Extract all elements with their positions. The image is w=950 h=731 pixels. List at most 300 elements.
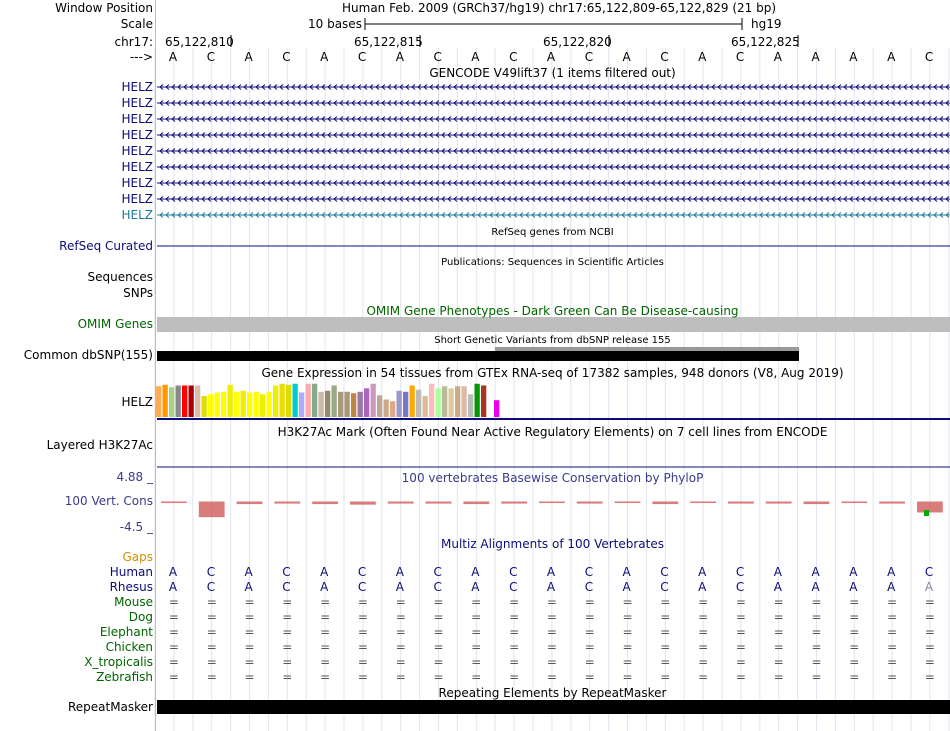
alignment-base: = [433,610,444,624]
position-tick-label: 65,122,825 [731,35,800,49]
gtex-tissue-bar [442,386,447,417]
alignment-base: = [357,610,368,624]
omim-track-title[interactable]: OMIM Gene Phenotypes - Dark Green Can Be Disease-causing [366,304,739,318]
position-tick-label: 65,122,820 [543,35,612,49]
alignment-base: = [244,595,255,609]
base-letter: A [168,50,178,64]
scale-bar-label: 10 bases [308,17,362,31]
alignment-base: = [849,640,860,654]
gtex-tissue-bar [176,386,181,418]
alignment-base: C [433,565,442,579]
dbsnp-track-title[interactable]: Short Genetic Variants from dbSNP release 155 [434,335,671,346]
alignment-base: = [811,640,822,654]
refseq-track-title[interactable]: RefSeq genes from NCBI [491,227,614,238]
base-letter: C [660,50,669,64]
window-position-label: Window Position [55,1,153,15]
alignment-base: = [282,670,293,684]
alignment-base: = [357,655,368,669]
alignment-base: C [584,565,594,579]
gtex-tissue-bar [319,392,324,417]
alignment-base: = [433,625,444,639]
base-letter: A [395,50,404,64]
alignment-base: A [320,580,329,594]
phylop-score-bar [841,501,867,503]
gtex-tissue-bar [325,391,330,417]
species-label[interactable]: Zebrafish [96,670,153,684]
alignment-base: = [887,610,898,624]
phylop-score-bar [426,501,452,503]
gtex-tissue-bar [488,400,493,418]
alignment-base: = [811,670,822,684]
gtex-tissue-bar [299,393,304,418]
alignment-base: = [320,655,331,669]
alignment-base: = [546,595,557,609]
alignment-base: C [735,565,745,579]
alignment-base: A [924,580,934,594]
alignment-base: A [320,565,329,579]
omim-bar [157,317,950,332]
alignment-base: = [471,595,482,609]
alignment-base: = [206,670,217,684]
scale-label: Scale [120,17,153,31]
h3k27ac-label[interactable]: Layered H3K27Ac [46,438,153,452]
alignment-base: = [395,595,406,609]
window-position-value: Human Feb. 2009 (GRCh37/hg19) chr17:65,122,809-65,122,829 (21 bp) [342,1,777,15]
phylop-score-bar [539,501,565,503]
alignment-base: = [206,595,217,609]
alignment-base: A [887,565,896,579]
dbsnp-bar [157,351,799,361]
omim-label[interactable]: OMIM Genes [77,317,153,331]
gtex-tissue-bar [429,384,434,417]
base-letter: C [282,50,291,64]
species-label[interactable]: Mouse [114,595,153,609]
alignment-base: A [244,565,253,579]
publications-label-snps[interactable]: SNPs [123,286,153,300]
gtex-tissue-bar [221,392,226,417]
alignment-base: C [924,565,934,579]
base-letter: C [735,50,745,64]
alignment-base: A [471,565,480,579]
alignment-base: = [509,640,520,654]
gtex-tissue-bar [312,384,317,417]
alignment-base: = [282,595,293,609]
alignment-base: = [622,655,633,669]
alignment-base: = [773,670,784,684]
base-letter: A [244,50,253,64]
gencode-gene-label[interactable]: HELZ [121,160,153,174]
alignment-base: = [584,670,595,684]
alignment-base: A [698,580,707,594]
alignment-base: = [168,640,179,654]
alignment-base: = [660,640,671,654]
h3k27ac-track-title[interactable]: H3K27Ac Mark (Often Found Near Active Regulatory Elements) on 7 cell lines from ENCODE [277,425,828,439]
alignment-base: = [320,610,331,624]
species-label[interactable]: Dog [128,610,153,624]
base-letter: C [924,50,934,64]
alignment-base: = [698,625,709,639]
alignment-base: A [622,580,631,594]
alignment-base: = [244,670,255,684]
species-label[interactable]: Elephant [99,625,153,639]
publications-track-title[interactable]: Publications: Sequences in Scientific Articles [441,257,664,268]
gtex-tissue-bar [449,388,454,417]
dbsnp-label[interactable]: Common dbSNP(155) [23,348,153,362]
phylop-score-bar [652,501,678,504]
alignment-base: = [244,655,255,669]
alignment-base: = [773,610,784,624]
phylop-score-bar [917,501,943,512]
alignment-base: = [244,640,255,654]
alignment-base: = [168,610,179,624]
alignment-base: = [660,670,671,684]
alignment-base: = [509,610,520,624]
alignment-base: = [206,640,217,654]
alignment-base: = [206,655,217,669]
alignment-base: = [811,625,822,639]
alignment-base: = [357,625,368,639]
alignment-base: = [357,595,368,609]
alignment-base: = [395,610,406,624]
gtex-tissue-bar [462,386,467,417]
gtex-gene-label[interactable]: HELZ [121,395,153,409]
alignment-base: C [357,580,367,594]
alignment-base: C [433,580,442,594]
phylop-score-bar [879,501,905,503]
alignment-base: C [282,565,291,579]
alignment-base: = [887,640,898,654]
alignment-base: = [433,655,444,669]
base-letter: C [357,50,367,64]
alignment-base: = [735,610,746,624]
multiz-track-title[interactable]: Multiz Alignments of 100 Vertebrates [440,537,665,551]
alignment-base: = [698,670,709,684]
alignment-base: A [811,565,820,579]
alignment-base: = [357,640,368,654]
alignment-base: = [320,595,331,609]
gencode-gene-label[interactable]: HELZ [121,192,153,206]
alignment-base: = [735,595,746,609]
alignment-base: = [698,655,709,669]
gtex-tissue-bar [215,393,220,418]
alignment-base: = [698,640,709,654]
gtex-tissue-bar [260,394,265,417]
phylop-min-label: -4.5 _ [119,520,153,534]
phylop-score-bar [501,501,527,503]
alignment-base: = [811,610,822,624]
gtex-tissue-bar [234,392,239,417]
alignment-base: = [773,625,784,639]
gtex-tissue-bar [397,391,402,417]
phylop-max-label: 4.88 _ [116,470,153,484]
gtex-tissue-bar [475,384,480,417]
species-label[interactable]: Rhesus [109,580,153,594]
phylop-score-bar [690,501,716,503]
alignment-base: = [168,670,179,684]
gencode-gene-label[interactable]: HELZ [121,80,153,94]
repeatmasker-label[interactable]: RepeatMasker [67,700,153,714]
alignment-base: A [546,565,556,579]
alignment-base: = [282,625,293,639]
phylop-score-bar [463,501,489,504]
alignment-base: = [320,640,331,654]
alignment-base: A [395,565,404,579]
gtex-tissue-bar [202,396,207,417]
phylop-label[interactable]: 100 Vert. Cons [64,494,153,508]
alignment-base: = [660,595,671,609]
gtex-tissue-bar [338,392,343,417]
alignment-base: = [244,610,255,624]
gtex-tissue-bar [247,393,252,418]
gtex-tissue-bar [390,401,395,417]
gtex-tissue-bar [501,396,506,417]
alignment-base: = [773,640,784,654]
base-letter: A [849,50,858,64]
alignment-base: A [849,580,858,594]
base-letter: A [471,50,480,64]
gtex-tissue-bar [494,400,499,417]
gtex-tissue-bar [293,384,298,417]
gtex-tissue-bar [403,392,408,417]
alignment-base: = [546,670,557,684]
gencode-gene-label[interactable]: HELZ [121,208,153,222]
gtex-tissue-bar [423,396,428,417]
alignment-base: A [546,580,556,594]
alignment-base: = [660,655,671,669]
gencode-gene-label[interactable]: HELZ [121,176,153,190]
alignment-base: = [395,640,406,654]
gtex-tissue-bar [455,386,460,417]
alignment-base: = [509,595,520,609]
alignment-base: = [433,595,444,609]
alignment-base: A [773,580,782,594]
alignment-base: = [887,595,898,609]
gtex-tissue-bar [377,395,382,417]
alignment-base: C [660,580,669,594]
publications-label-sequences[interactable]: Sequences [87,270,153,284]
alignment-base: = [433,640,444,654]
alignment-base: A [811,580,820,594]
phylop-score-bar [161,501,187,503]
alignment-base: A [244,580,253,594]
position-tick-label: 65,122,815 [354,35,423,49]
alignment-base: = [395,670,406,684]
base-letter: A [773,50,782,64]
alignment-base: = [660,610,671,624]
alignment-base: = [546,625,557,639]
alignment-base: = [395,655,406,669]
alignment-base: = [849,625,860,639]
scale-db-label: hg19 [751,17,782,31]
gtex-tissue-bar [345,392,350,417]
alignment-base: C [735,580,745,594]
gtex-tissue-bar [254,392,259,417]
alignment-base: = [168,595,179,609]
phylop-track-title[interactable]: 100 vertebrates Basewise Conservation by PhyloP [401,471,704,485]
gtex-tissue-bar [468,394,473,417]
gtex-tissue-bar [351,393,356,417]
alignment-base: = [206,625,217,639]
alignment-base: A [698,565,707,579]
phylop-score-bar [199,501,225,517]
base-letter: C [509,50,518,64]
alignment-base: A [471,580,480,594]
alignment-base: A [168,580,178,594]
alignment-base: C [509,580,518,594]
gtex-tissue-bar [286,385,291,417]
phylop-score-bar [350,501,376,504]
multiz-gaps-label[interactable]: Gaps [122,550,153,564]
alignment-base: A [773,565,782,579]
base-letter: A [622,50,631,64]
alignment-base: C [357,565,367,579]
alignment-base: = [168,625,179,639]
alignment-base: = [471,655,482,669]
alignment-base: = [735,625,746,639]
phylop-score-bar [804,501,830,504]
alignment-base: = [509,670,520,684]
base-letter: A [811,50,820,64]
alignment-base: = [584,595,595,609]
alignment-base: A [395,580,404,594]
alignment-base: = [282,610,293,624]
alignment-base: = [282,640,293,654]
gtex-tissue-bar [163,385,168,417]
base-letter: A [698,50,707,64]
alignment-base: = [735,640,746,654]
gtex-tissue-bar [208,394,213,417]
gtex-tissue-bar [273,386,278,418]
chrom-label: chr17: [114,35,153,49]
species-label[interactable]: Chicken [105,640,153,654]
alignment-base: = [584,655,595,669]
alignment-base: = [471,625,482,639]
phylop-score-bar [577,501,603,503]
gtex-tissue-bar [384,400,389,418]
base-letter: A [887,50,896,64]
alignment-base: = [698,595,709,609]
phylop-score-bar [388,501,414,503]
gtex-tissue-bar [228,385,233,417]
gencode-gene-label[interactable]: HELZ [121,128,153,142]
gencode-gene-label[interactable]: HELZ [121,96,153,110]
alignment-base: = [924,640,935,654]
alignment-base: = [887,625,898,639]
alignment-base: = [622,610,633,624]
base-letter: C [206,50,216,64]
alignment-base: = [811,595,822,609]
base-letter: C [433,50,442,64]
alignment-base: = [622,625,633,639]
alignment-base: = [320,625,331,639]
alignment-base: C [206,580,216,594]
phylop-score-bar [615,501,641,503]
alignment-base: = [849,670,860,684]
gtex-tissue-bar [436,388,441,417]
repeatmasker-track-title[interactable]: Repeating Elements by RepeatMasker [438,686,667,700]
gencode-track-title[interactable]: GENCODE V49lift37 (1 items filtered out) [429,66,676,80]
gtex-tissue-bar [416,390,421,417]
alignment-base: = [735,655,746,669]
alignment-base: = [924,610,935,624]
alignment-base: = [546,655,557,669]
alignment-base: = [471,670,482,684]
dbsnp-bar-upper [495,347,799,351]
alignment-base: = [773,655,784,669]
alignment-base: = [546,640,557,654]
alignment-base: = [924,670,935,684]
phylop-score-bar [766,501,792,503]
gencode-gene-label[interactable]: HELZ [121,144,153,158]
repeatmasker-bar [157,700,950,714]
strand-label: ---> [129,50,153,64]
alignment-base: = [395,625,406,639]
alignment-base: = [622,595,633,609]
alignment-base: = [887,655,898,669]
phylop-score-bar [274,501,300,503]
gtex-tissue-bar [280,384,285,417]
alignment-base: = [584,610,595,624]
alignment-base: A [168,565,178,579]
refseq-label[interactable]: RefSeq Curated [59,239,153,253]
alignment-base: = [849,610,860,624]
alignment-base: = [206,610,217,624]
alignment-base: = [244,625,255,639]
alignment-base: = [660,625,671,639]
phylop-score-bar [312,501,338,504]
alignment-base: = [320,670,331,684]
alignment-base: = [509,625,520,639]
phylop-score-bar [237,501,263,504]
gencode-gene-label[interactable]: HELZ [121,112,153,126]
alignment-base: A [622,565,631,579]
alignment-base: C [509,565,518,579]
alignment-base: = [509,655,520,669]
alignment-base: = [887,670,898,684]
alignment-base: C [584,580,594,594]
phylop-score-bar [728,501,754,503]
gtex-tissue-bar [195,386,200,418]
alignment-base: = [924,595,935,609]
alignment-base: C [282,580,291,594]
species-label[interactable]: Human [109,565,153,579]
gtex-tissue-bar [364,388,369,417]
alignment-base: = [433,670,444,684]
alignment-base: = [546,610,557,624]
gtex-tissue-bar [156,386,161,417]
alignment-base: A [887,580,896,594]
alignment-base: = [357,670,368,684]
alignment-base: = [924,625,935,639]
alignment-base: = [924,655,935,669]
alignment-base: = [471,640,482,654]
alignment-base: = [773,595,784,609]
alignment-base: = [849,595,860,609]
gtex-tissue-bar [358,392,363,417]
gtex-tissue-bar [169,387,174,417]
base-letter: A [546,50,556,64]
species-label[interactable]: X_tropicalis [84,655,153,669]
alignment-base: = [584,640,595,654]
alignment-base: C [660,565,669,579]
gtex-tissue-bar [241,391,246,417]
base-letter: C [584,50,594,64]
gtex-tissue-bar [189,386,194,418]
gtex-track-title[interactable]: Gene Expression in 54 tissues from GTEx RNA-seq of 17382 samples, 948 donors (V8, Aug 2019) [261,366,844,380]
alignment-base: = [849,655,860,669]
gtex-tissue-bar [371,384,376,417]
base-letter: A [320,50,329,64]
